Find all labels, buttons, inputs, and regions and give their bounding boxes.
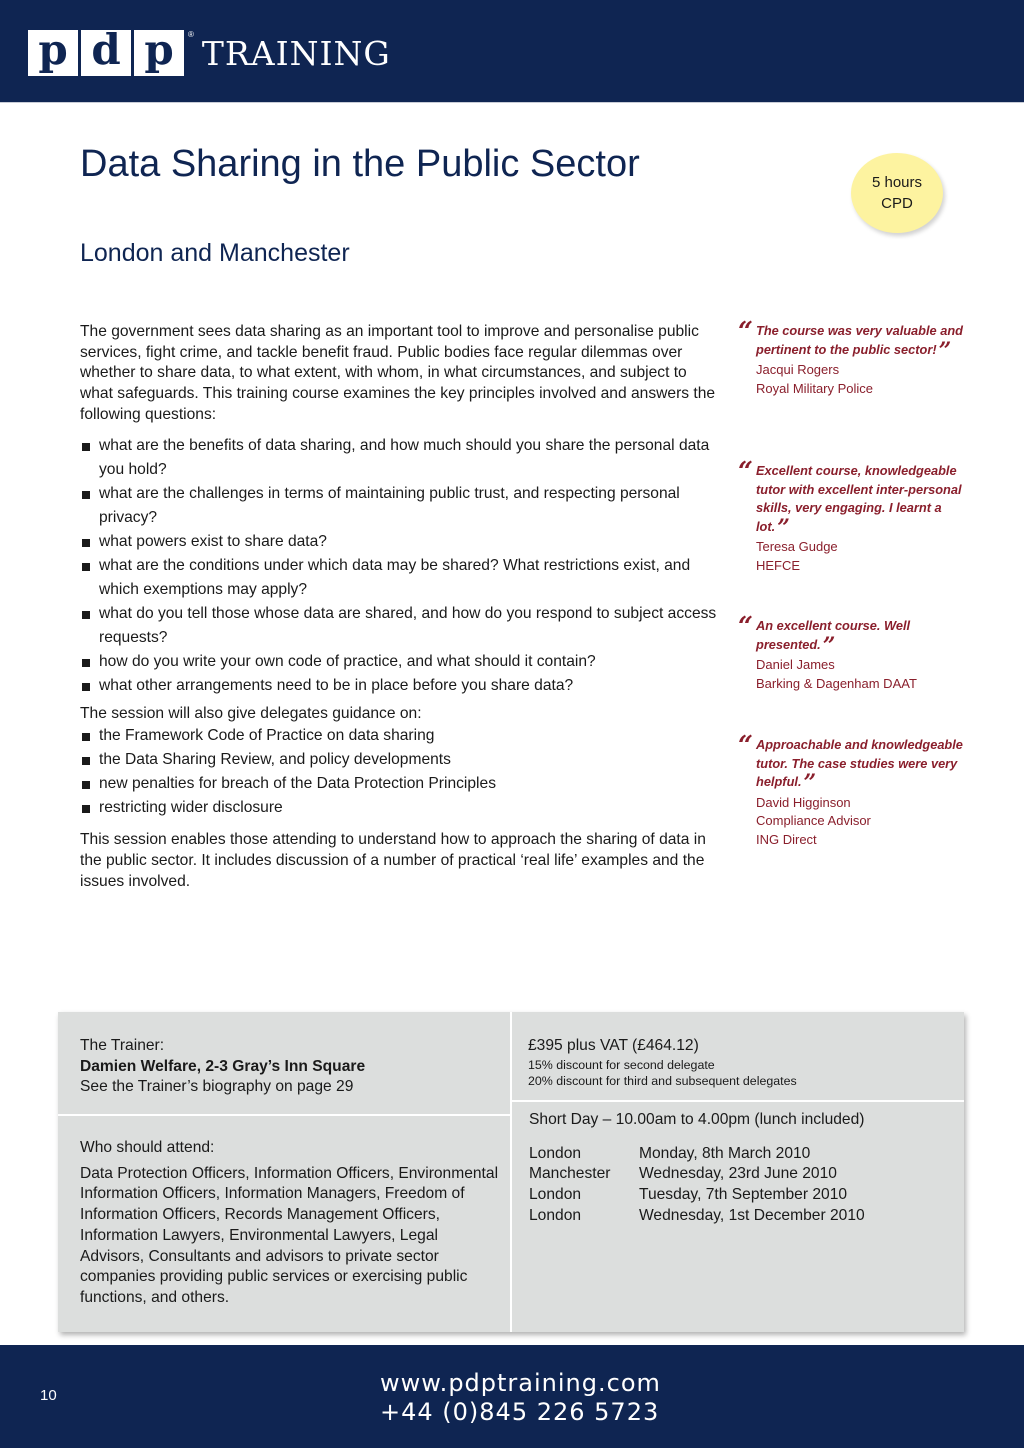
testimonial xyxy=(738,731,978,849)
registered-mark: ® xyxy=(188,30,194,39)
questions-list xyxy=(80,434,720,698)
date-city: Manchester xyxy=(529,1165,611,1183)
close-quote-icon: ” xyxy=(777,514,790,541)
list-item xyxy=(80,554,720,602)
testimonial-name: Jacqui Rogers xyxy=(756,362,840,377)
question-text: what are the challenges in terms of maintaining public trust, and respecting personal privacy? xyxy=(99,484,680,526)
divider xyxy=(58,1114,510,1116)
testimonial-org-2: ING Direct xyxy=(756,831,817,847)
date-value: Tuesday, 7th September 2010 xyxy=(639,1186,848,1204)
testimonial-org: Compliance Advisor xyxy=(756,813,871,828)
testimonial-org: Royal Military Police xyxy=(756,380,874,396)
square-bullet-icon xyxy=(82,805,90,813)
price-section xyxy=(528,1036,948,1090)
square-bullet-icon xyxy=(82,733,90,741)
table-row xyxy=(529,1144,949,1165)
date-value: Wednesday, 1st December 2010 xyxy=(639,1206,865,1224)
phone-number[interactable]: +44 (0)845 226 5723 xyxy=(380,1398,660,1426)
session-times: Short Day – 10.00am to 4.00pm (lunch included) xyxy=(529,1111,865,1128)
testimonial xyxy=(738,317,978,398)
website-link[interactable]: www.pdptraining.com xyxy=(380,1369,661,1397)
header-bar xyxy=(0,0,1024,103)
testimonial-quote xyxy=(738,612,978,659)
square-bullet-icon xyxy=(82,683,90,691)
guidance-intro: The session will also give delegates guidance on: xyxy=(80,704,422,722)
discount-second: 15% discount for second delegate xyxy=(528,1057,715,1072)
question-text: what are the benefits of data sharing, and how much should you share the personal data you hold? xyxy=(99,436,710,478)
list-item xyxy=(80,434,720,482)
quote-text: Approachable and knowledgeable tutor. The case studies were very helpful. xyxy=(756,737,963,789)
pdp-training-logo[interactable] xyxy=(28,25,391,76)
testimonial xyxy=(738,457,978,575)
question-text: what powers exist to share data? xyxy=(99,532,327,550)
open-quote-icon: “ xyxy=(738,731,753,761)
table-row xyxy=(529,1164,949,1185)
square-bullet-icon xyxy=(82,491,90,499)
cpd-badge xyxy=(851,153,943,233)
question-text: what other arrangements need to be in place before you share data? xyxy=(99,676,574,694)
course-info-box xyxy=(58,1012,964,1332)
logo-letter-d: d xyxy=(81,30,131,76)
audience-section xyxy=(80,1138,505,1309)
square-bullet-icon xyxy=(82,611,90,619)
testimonial-name: David Higginson xyxy=(756,794,851,810)
question-text: what do you tell those whose data are shared, and how do you respond to subject access requests? xyxy=(99,604,717,646)
audience-text: Data Protection Officers, Information Officers, Environmental Information Officers, Information Managers, Freedom of Information Officers, Records Management Officers, Information Lawyers, Environmental Lawyers, Legal Advisors, Consultants and advisors to private sector companies providing public services or exercising public functions, and others. xyxy=(80,1164,499,1306)
date-value: Wednesday, 23rd June 2010 xyxy=(639,1165,837,1183)
close-quote-icon: ” xyxy=(803,770,817,796)
cpd-label: CPD xyxy=(881,195,913,212)
list-item xyxy=(80,724,720,748)
testimonial-name: Daniel James xyxy=(756,657,835,672)
guidance-text: restricting wider disclosure xyxy=(99,799,283,817)
close-quote-icon: ” xyxy=(822,632,836,659)
list-item xyxy=(80,796,720,820)
table-row xyxy=(529,1206,949,1227)
question-text: what are the conditions under which data may be shared? What restrictions exist, and which exemptions may apply? xyxy=(99,556,691,598)
testimonial-quote xyxy=(738,457,978,541)
open-quote-icon: “ xyxy=(738,612,753,642)
date-city: London xyxy=(529,1186,582,1204)
square-bullet-icon xyxy=(82,539,90,547)
date-city: London xyxy=(529,1206,582,1224)
list-item xyxy=(80,530,720,554)
date-value: Monday, 8th March 2010 xyxy=(639,1144,811,1162)
trainer-name: Damien Welfare, 2-3 Gray’s Inn Square xyxy=(80,1057,366,1075)
square-bullet-icon xyxy=(82,781,90,789)
guidance-list xyxy=(80,724,720,820)
intro-paragraph: The government sees data sharing as an important tool to improve and personalise public services, fight crime, and tackle benefit fraud. Public bodies face regular dilemmas over whether to share data, to what extent, with whom, in what circumstances, and subject to what safeguards. This training course examines the key principles involved and answers the following questions: xyxy=(80,323,716,423)
square-bullet-icon xyxy=(82,563,90,571)
square-bullet-icon xyxy=(82,443,90,451)
list-item xyxy=(80,772,720,796)
guidance-text: the Data Sharing Review, and policy developments xyxy=(99,751,451,769)
logo-word-training: TRAINING xyxy=(201,34,391,73)
cpd-hours: 5 hours xyxy=(871,174,923,191)
dates-section xyxy=(529,1110,949,1227)
footer-bar xyxy=(0,1345,1024,1448)
list-item xyxy=(80,748,720,772)
open-quote-icon: “ xyxy=(738,317,753,347)
course-price: £395 plus VAT (£464.12) xyxy=(528,1037,699,1054)
testimonial-quote xyxy=(738,317,978,364)
open-quote-icon: “ xyxy=(738,457,753,487)
quote-text: An excellent course. Well presented. xyxy=(756,618,911,652)
guidance-text: new penalties for breach of the Data Protection Principles xyxy=(99,775,496,793)
quote-text: The course was very valuable and pertinent to the public sector! xyxy=(756,323,963,357)
square-bullet-icon xyxy=(82,757,90,765)
page-title: Data Sharing in the Public Sector xyxy=(80,143,640,185)
close-quote-icon: ” xyxy=(938,337,952,364)
question-text: how do you write your own code of practice, and what should it contain? xyxy=(99,652,596,670)
logo-letter-p1: p xyxy=(28,30,78,76)
testimonial-org: HEFCE xyxy=(756,557,801,573)
testimonial-name: Teresa Gudge xyxy=(756,539,838,554)
audience-label: Who should attend: xyxy=(80,1139,215,1156)
quote-text: Excellent course, knowledgeable tutor with excellent inter-personal skills, very engaging. I learnt a lot. xyxy=(756,463,962,534)
list-item xyxy=(80,674,720,698)
discount-third: 20% discount for third and subsequent delegates xyxy=(528,1074,797,1089)
table-row xyxy=(529,1185,949,1206)
course-locations: London and Manchester xyxy=(80,239,350,267)
testimonial-org: Barking & Dagenham DAAT xyxy=(756,675,917,691)
page-number: 10 xyxy=(40,1387,57,1404)
divider xyxy=(510,1012,512,1332)
logo-letter-p2: p xyxy=(134,30,184,76)
trainer-bio-reference: See the Trainer’s biography on page 29 xyxy=(80,1078,354,1096)
list-item xyxy=(80,482,720,530)
course-description xyxy=(80,322,720,900)
trainer-label: The Trainer: xyxy=(80,1037,165,1054)
guidance-text: the Framework Code of Practice on data sharing xyxy=(99,727,435,745)
list-item xyxy=(80,602,720,650)
square-bullet-icon xyxy=(82,659,90,667)
testimonial-quote xyxy=(738,731,978,796)
testimonial xyxy=(738,612,978,693)
trainer-section xyxy=(80,1036,500,1098)
list-item xyxy=(80,650,720,674)
closing-paragraph: This session enables those attending to understand how to approach the sharing of data in the public sector. It includes discussion of a number of practical ‘real life’ examples and the issues involved. xyxy=(80,831,706,890)
divider xyxy=(512,1100,964,1102)
date-city: London xyxy=(529,1144,582,1162)
